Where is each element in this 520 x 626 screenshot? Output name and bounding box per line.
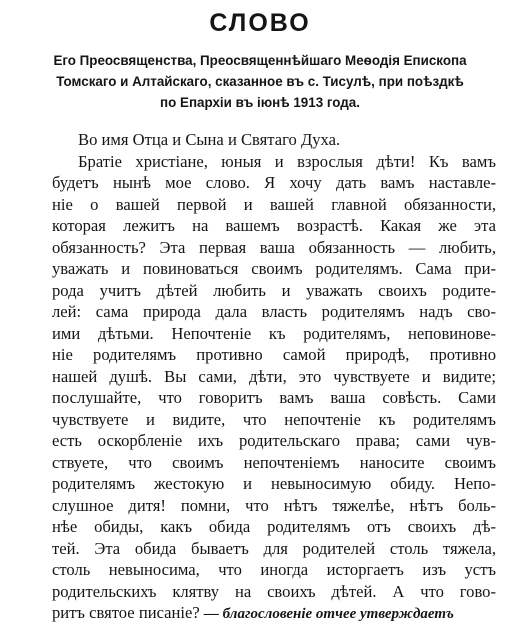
body-line: есть оскорбленіе ихъ родительскаго права; сами чув-	[52, 431, 496, 450]
body-line: уважать и повиноваться своимъ родителямъ. Сама при-	[52, 259, 496, 278]
subtitle-line: по Епархіи въ іюнѣ 1913 года.	[160, 95, 360, 110]
body-line: будетъ нынѣ мое слово. Я хочу дать вамъ наставле-	[52, 173, 496, 192]
body-line: нашей душѣ. Вы сами, дѣти, это чувствуете и видите;	[52, 366, 496, 386]
body-line-final	[52, 602, 496, 624]
document-subtitle	[40, 50, 480, 113]
body-line: столь невыносима, что иногда исторгаетъ изъ устъ	[52, 560, 496, 579]
body-line: нѣе обиды, какъ обида родителямъ отъ своихъ дѣ-	[52, 517, 496, 536]
subtitle-line: Томскаго и Алтайскаго, сказанное въ с. Тисулѣ, при поѣздкѣ	[56, 74, 464, 89]
italic-quote: — благословеніе отчее утверждаетъ	[203, 606, 454, 622]
body-line: родительскихъ клятву на своихъ дѣтей. А что гово-	[52, 581, 496, 601]
body-line: Братіе христіане, юныя и взрослыя дѣти! Къ вамъ	[78, 151, 496, 171]
body-line: слушное дитя! помни, что нѣтъ тяжелѣе, нѣтъ боль-	[52, 495, 496, 515]
body-line: Во имя Отца и Сына и Святаго Духа.	[78, 130, 341, 149]
body-line: рода учитъ дѣтей любить и уважать своихъ родите-	[52, 280, 496, 300]
body-line: ніе родителямъ противно самой природѣ, противно	[52, 345, 496, 364]
body-line: которая лежитъ на вашемъ возрастѣ. Какая же эта	[52, 216, 496, 235]
body-line: ніе о вашей первой и вашей главной обязанности,	[52, 194, 496, 214]
body-line: послушайте, что говоритъ вамъ ваша совѣсть. Сами	[52, 388, 496, 407]
body-line: тей. Эта обида бываетъ для родителей столь тяжела,	[52, 538, 496, 558]
body-line: ими дѣтьми. Непочтеніе къ родителямъ, неповинове-	[52, 323, 496, 343]
body-line: родителямъ жестокую и невыносимую обиду. Непо-	[52, 474, 496, 493]
body-line: чувствуете и видите, что непочтеніе къ родителямъ	[52, 409, 496, 429]
body-line-text: ритъ святое писаніе?	[52, 603, 204, 622]
sermon-body	[52, 129, 496, 624]
body-line: ствуете, что своимъ непочтеніемъ наносите своимъ	[52, 452, 496, 472]
subtitle-line: Его Преосвященства, Преосвященнѣйшаго Меѳодія Епископа	[53, 53, 467, 68]
body-line: лей: сама природа дала власть родителямъ надъ сво-	[52, 302, 496, 321]
body-line: обязанность? Эта первая ваша обязанность — любить,	[52, 237, 496, 257]
document-title: СЛОВО	[209, 9, 311, 37]
